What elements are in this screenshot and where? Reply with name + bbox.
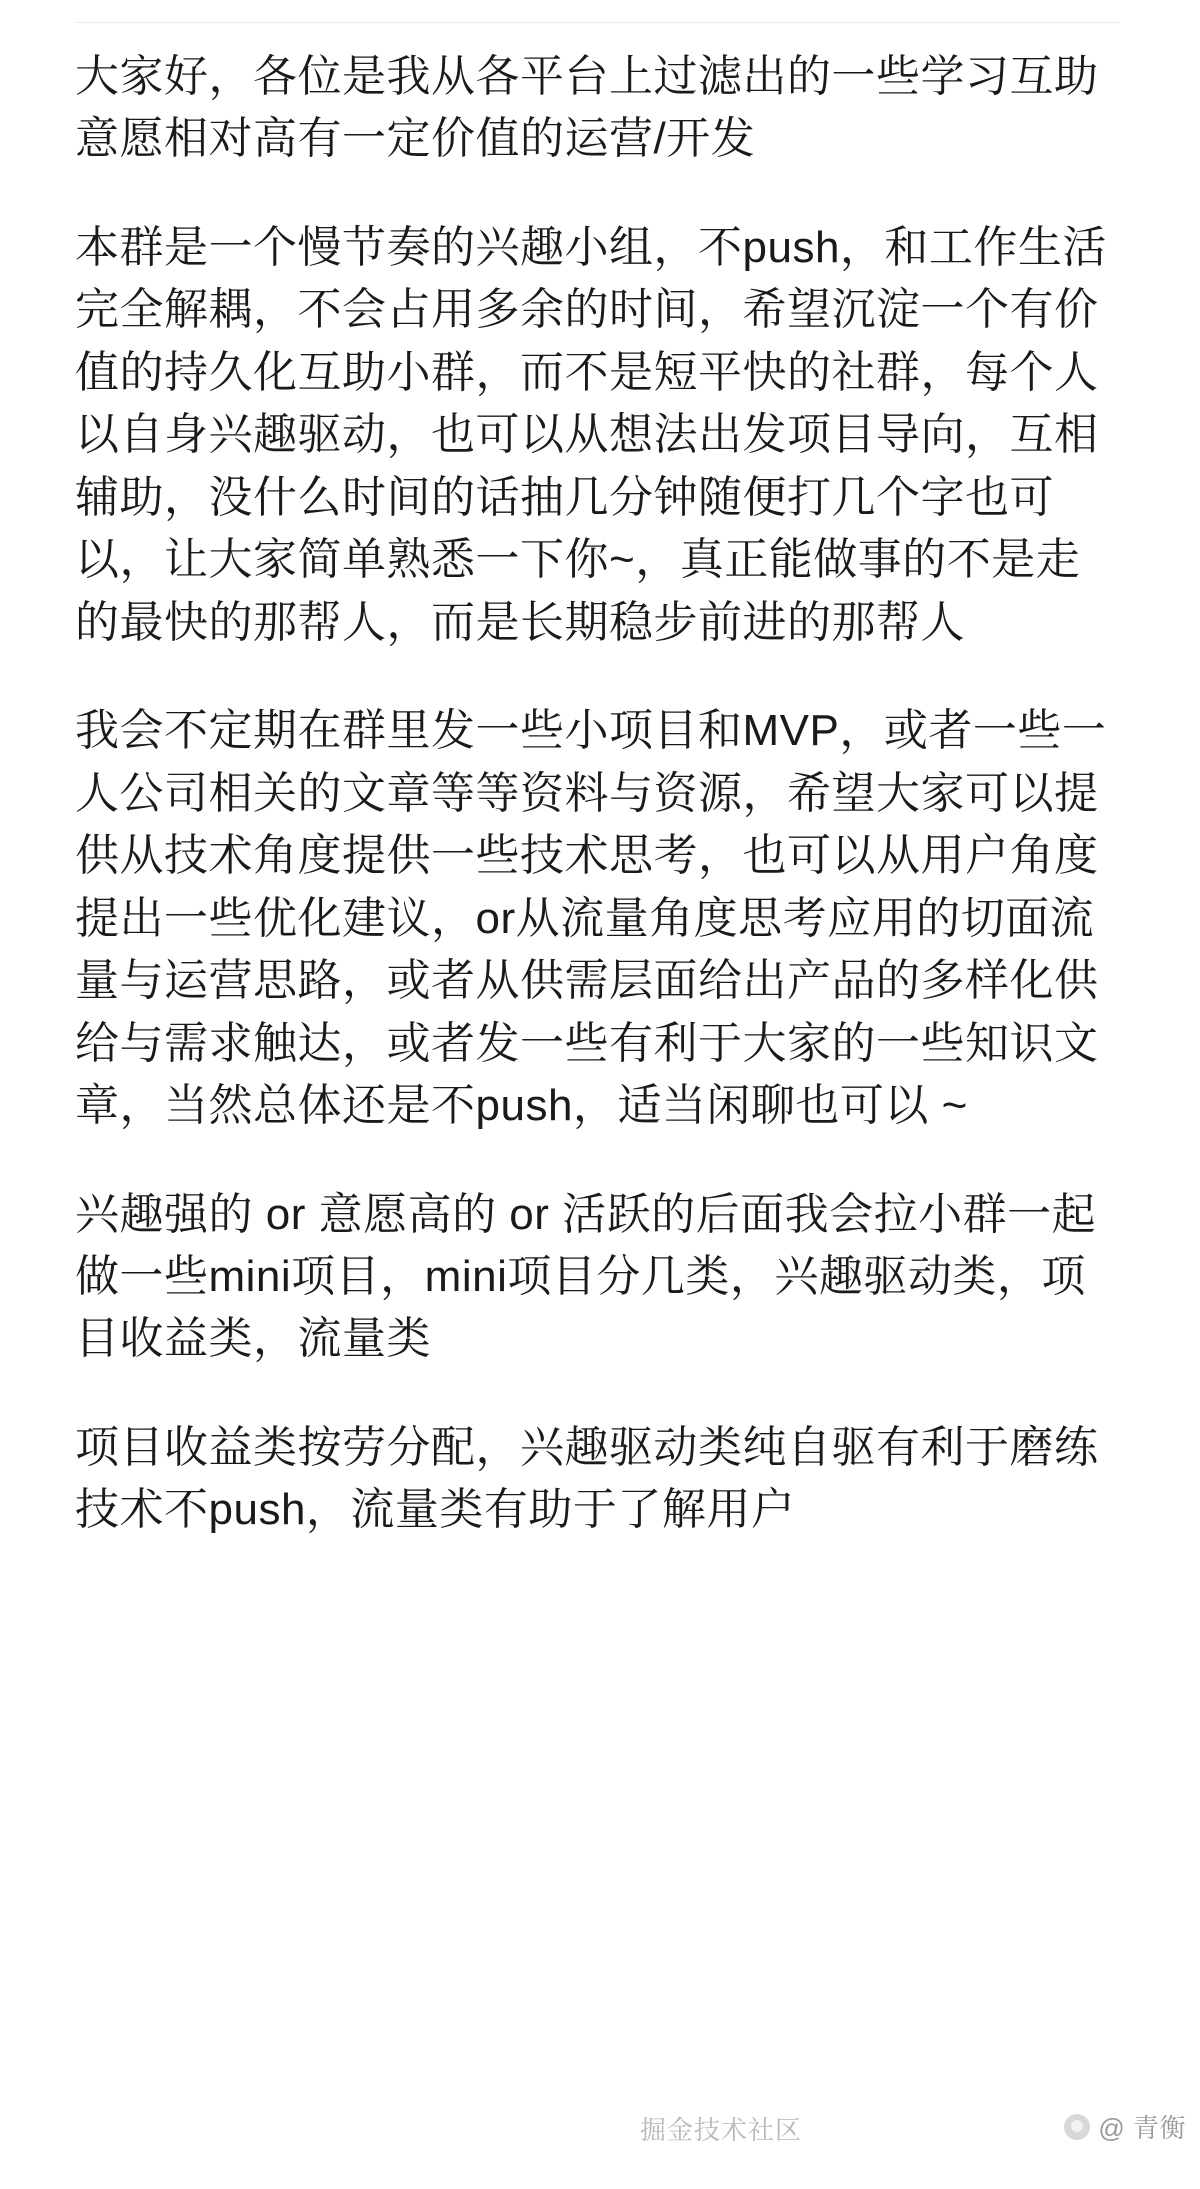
left-margin — [0, 0, 54, 2189]
paragraph: 大家好，各位是我从各平台上过滤出的一些学习互助意愿相对高有一定价值的运营/开发 — [75, 52, 1099, 164]
paragraph: 项目收益类按劳分配，兴趣驱动类纯自驱有利于磨练技术不push，流量类有助于了解用户 — [75, 1422, 1099, 1535]
top-divider — [75, 22, 1120, 23]
watermark-site: 掘金技术社区 — [640, 2115, 803, 2145]
article-body — [75, 46, 1120, 1542]
paragraph: 本群是一个慢节奏的兴趣小组，不push，和工作生活完全解耦，不会占用多余的时间，希望沉淀一个有价值的持久化互助小群，而不是短平快的社群，每个人以自身兴趣驱动，也可以从想法出发项目导向，互相辅助，没什么时间的话抽几分钟随便打几个字也可以，让大家简单熟悉一下你~，真正能做事的不是走的最快的那帮人，而是长期稳步前进的那帮人 — [75, 222, 1107, 647]
bottom-fade-overlay — [0, 2149, 1200, 2189]
watermark-author-label: @ 青衡 — [1098, 2113, 1186, 2143]
avatar-icon — [1064, 2114, 1090, 2140]
paragraph: 兴趣强的 or 意愿高的 or 活跃的后面我会拉小群一起做一些mini项目，mini项目分几类，兴趣驱动类，项目收益类，流量类 — [75, 1189, 1097, 1364]
paragraph: 我会不定期在群里发一些小项目和MVP，或者一些一人公司相关的文章等等资料与资源，希望大家可以提供从技术角度提供一些技术思考，也可以从用户角度提出一些优化建议，or从流量角度思考应用的切面流量与运营思路，或者从供需层面给出产品的多样化供给与需求触达，或者发一些有利于大家的一些知识文章，当然总体还是不push，适当闲聊也可以 ~ — [75, 706, 1107, 1131]
watermark-author — [1064, 2108, 1186, 2145]
